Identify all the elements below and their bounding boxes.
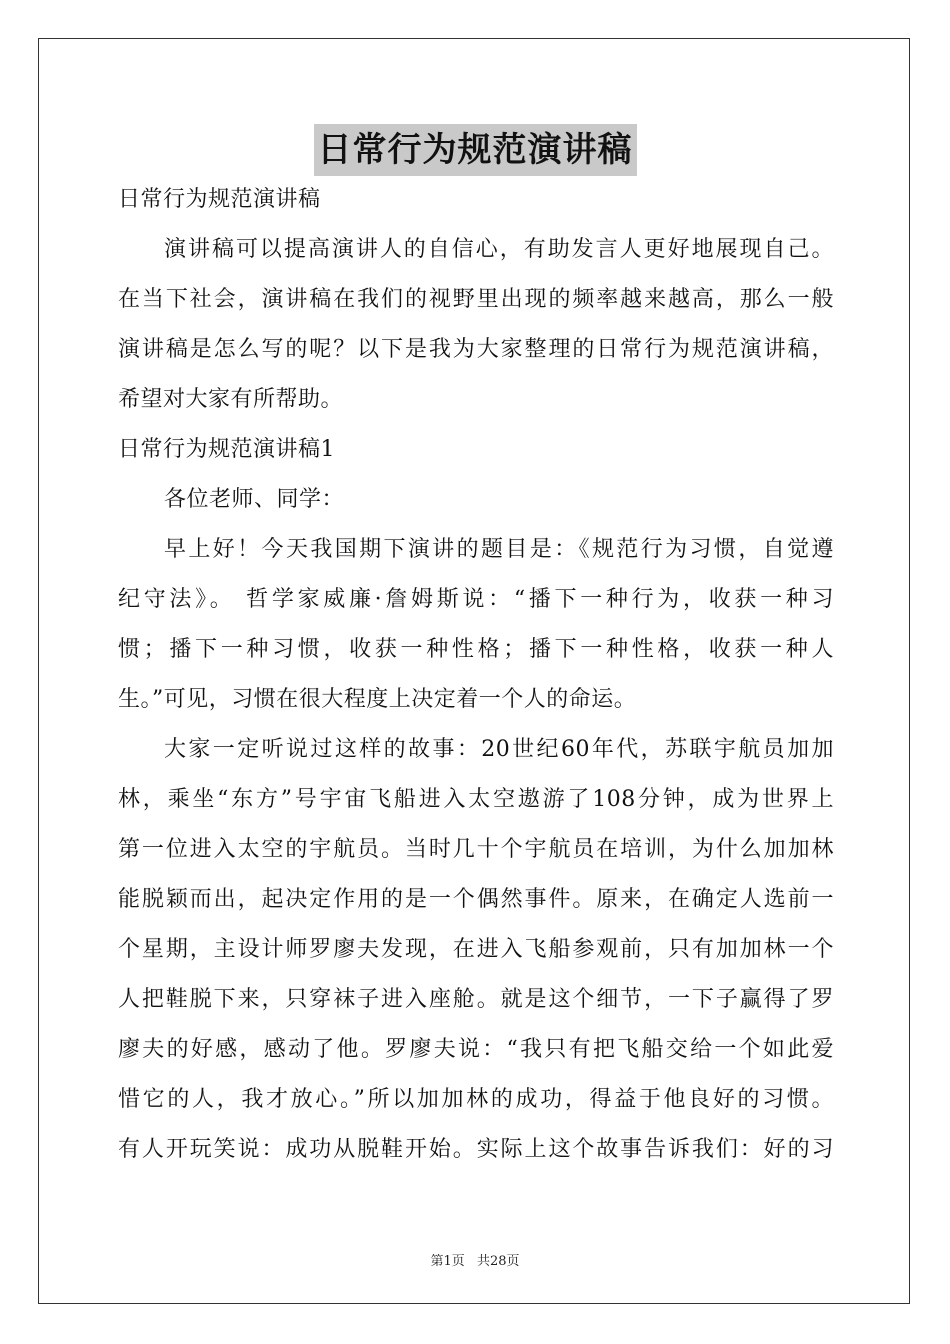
page-total: 共28页 bbox=[476, 1254, 520, 1269]
paragraph-line: 早上好！今天我国期下演讲的题目是：《规范行为习惯，自觉遵 bbox=[164, 537, 834, 562]
paragraph-line: 希望对大家有所帮助。 bbox=[118, 387, 344, 412]
paragraph-line: 廖夫的好感，感动了他。罗廖夫说：“我只有把飞船交给一个如此爱 bbox=[118, 1037, 834, 1062]
paragraph-line: 个星期，主设计师罗廖夫发现，在进入飞船参观前，只有加加林一个 bbox=[118, 937, 834, 962]
paragraph-line: 人把鞋脱下来，只穿袜子进入座舱。就是这个细节，一下子赢得了罗 bbox=[118, 987, 834, 1012]
title-container bbox=[0, 124, 950, 176]
paragraph-line: 林，乘坐“东方”号宇宙飞船进入太空遨游了108分钟，成为世界上 bbox=[118, 787, 834, 812]
salutation-line: 各位老师、同学： bbox=[164, 487, 345, 512]
paragraph-line: 大家一定听说过这样的故事：20世纪60年代，苏联宇航员加加 bbox=[164, 737, 834, 762]
paragraph-line: 有人开玩笑说：成功从脱鞋开始。实际上这个故事告诉我们：好的习 bbox=[118, 1137, 834, 1162]
page-number: 第1页 bbox=[430, 1254, 465, 1269]
paragraph-line: 演讲稿可以提高演讲人的自信心，有助发言人更好地展现自己。 bbox=[164, 237, 834, 262]
paragraph-line: 能脱颖而出，起决定作用的是一个偶然事件。原来，在确定人选前一 bbox=[118, 887, 834, 912]
paragraph-line: 生。”可见，习惯在很大程度上决定着一个人的命运。 bbox=[118, 687, 637, 712]
paragraph-line: 纪守法》。 哲学家威廉·詹姆斯说：“播下一种行为，收获一种习 bbox=[118, 587, 834, 612]
section-heading: 日常行为规范演讲稿1 bbox=[118, 437, 335, 462]
paragraph-line: 惯；播下一种习惯，收获一种性格；播下一种性格，收获一种人 bbox=[118, 637, 834, 662]
subtitle-line: 日常行为规范演讲稿 bbox=[118, 187, 321, 212]
paragraph-line: 在当下社会，演讲稿在我们的视野里出现的频率越来越高，那么一般 bbox=[118, 287, 834, 312]
paragraph-line: 演讲稿是怎么写的呢？以下是我为大家整理的日常行为规范演讲稿， bbox=[118, 337, 834, 362]
page-footer bbox=[0, 1250, 950, 1269]
paragraph-line: 第一位进入太空的宇航员。当时几十个宇航员在培训，为什么加加林 bbox=[118, 837, 834, 862]
paragraph-line: 惜它的人，我才放心。”所以加加林的成功，得益于他良好的习惯。 bbox=[118, 1087, 834, 1112]
document-title: 日常行为规范演讲稿 bbox=[314, 124, 637, 176]
